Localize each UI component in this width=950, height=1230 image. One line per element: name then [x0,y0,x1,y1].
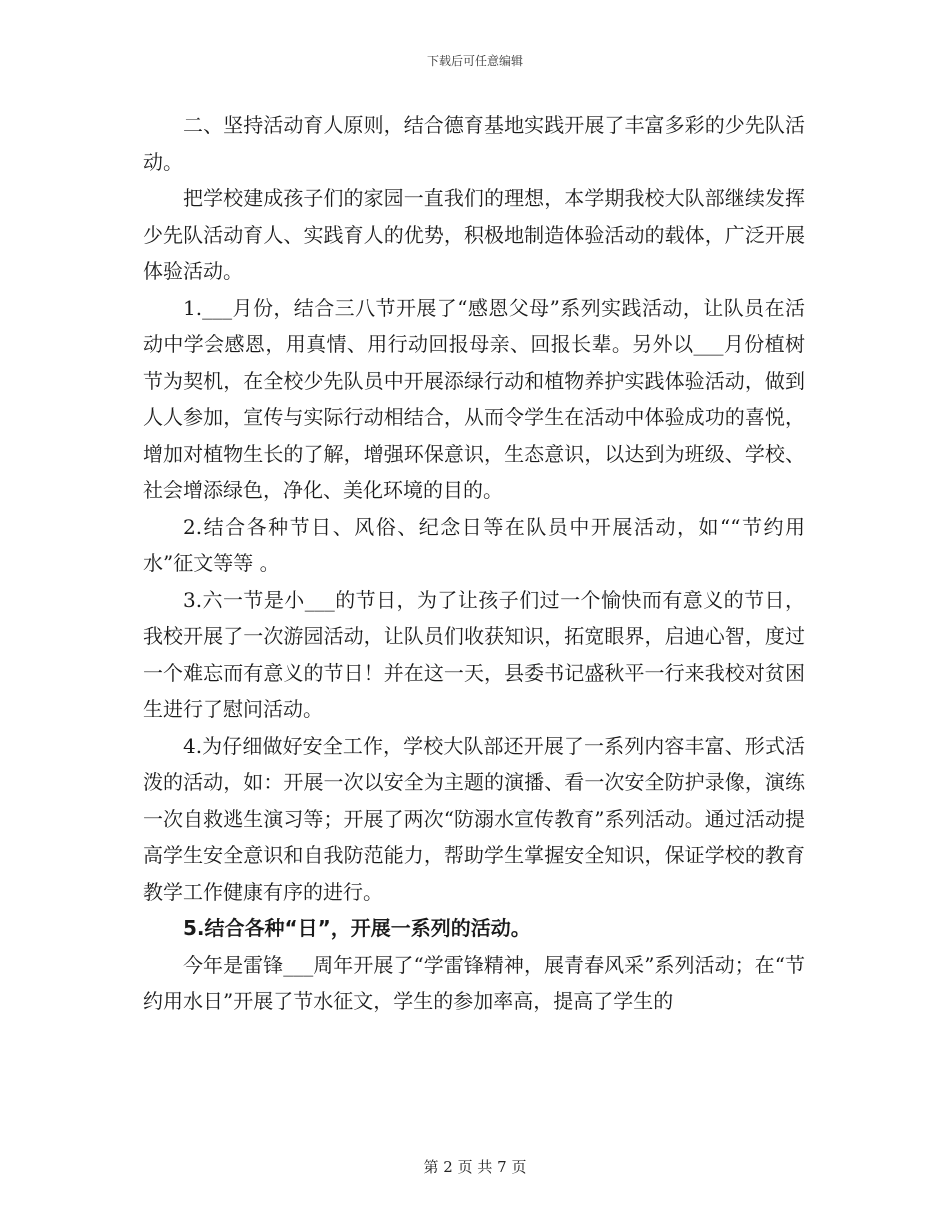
paragraph: 2.结合各种节日、风俗、纪念日等在队员中开展活动，如““节约用水”征文等等 。 [143,514,805,575]
paragraph: 3.六一节是小___的节日，为了让孩子们过一个愉快而有意义的节日，我校开展了一次游园活动，让队员们收获知识，拓宽眼界，启迪心智，度过一个难忘而有意义的节日！并在这一天，县委书记盛秋平一行来我校对贫困生进行了慰问活动。 [143,587,805,721]
paragraph: 1.___月份，结合三八节开展了“感恩父母”系列实践活动，让队员在活动中学会感恩，用真情、用行动回报母亲、回报长辈。另外以___月份植树节为契机，在全校少先队员中开展添绿行动和植物养护实践体验活动，做到人人参加，宣传与实际行动相结合，从而令学生在活动中体验成功的喜悦，增加对植物生长的了解，增强环保意识，生态意识，以达到为班级、学校、社会增添绿色，净化、美化环境的目的。 [143,295,805,502]
page-header: 下载后可任意编辑 [426,54,523,68]
paragraph: 4.为仔细做好安全工作，学校大队部还开展了一系列内容丰富、形式活泼的活动，如：开展一次以安全为主题的演播、看一次安全防护录像，演练一次自救逃生演习等；开展了两次“防溺水宣传教育”系列活动。通过活动提高学生安全意识和自我防范能力，帮助学生掌握安全知识，保证学校的教育教学工作健康有序的进行。 [143,733,805,904]
paragraph: 今年是雷锋___周年开展了“学雷锋精神，展青春风采”系列活动；在“节约用水日”开展了节水征文，学生的参加率高，提高了学生的 [143,952,805,1013]
paragraph: 把学校建成孩子们的家园一直我们的理想，本学期我校大队部继续发挥少先队活动育人、实践育人的优势，积极地制造体验活动的载体，广泛开展体验活动。 [143,186,805,283]
page-number: 第 2 页 共 7 页 [423,1158,527,1176]
paragraph: 二、坚持活动育人原则，结合德育基地实践开展了丰富多彩的少先队活动。 [143,113,805,174]
section-heading: 5.结合各种“日”，开展一系列的活动。 [183,916,531,940]
document-body [143,107,805,1020]
